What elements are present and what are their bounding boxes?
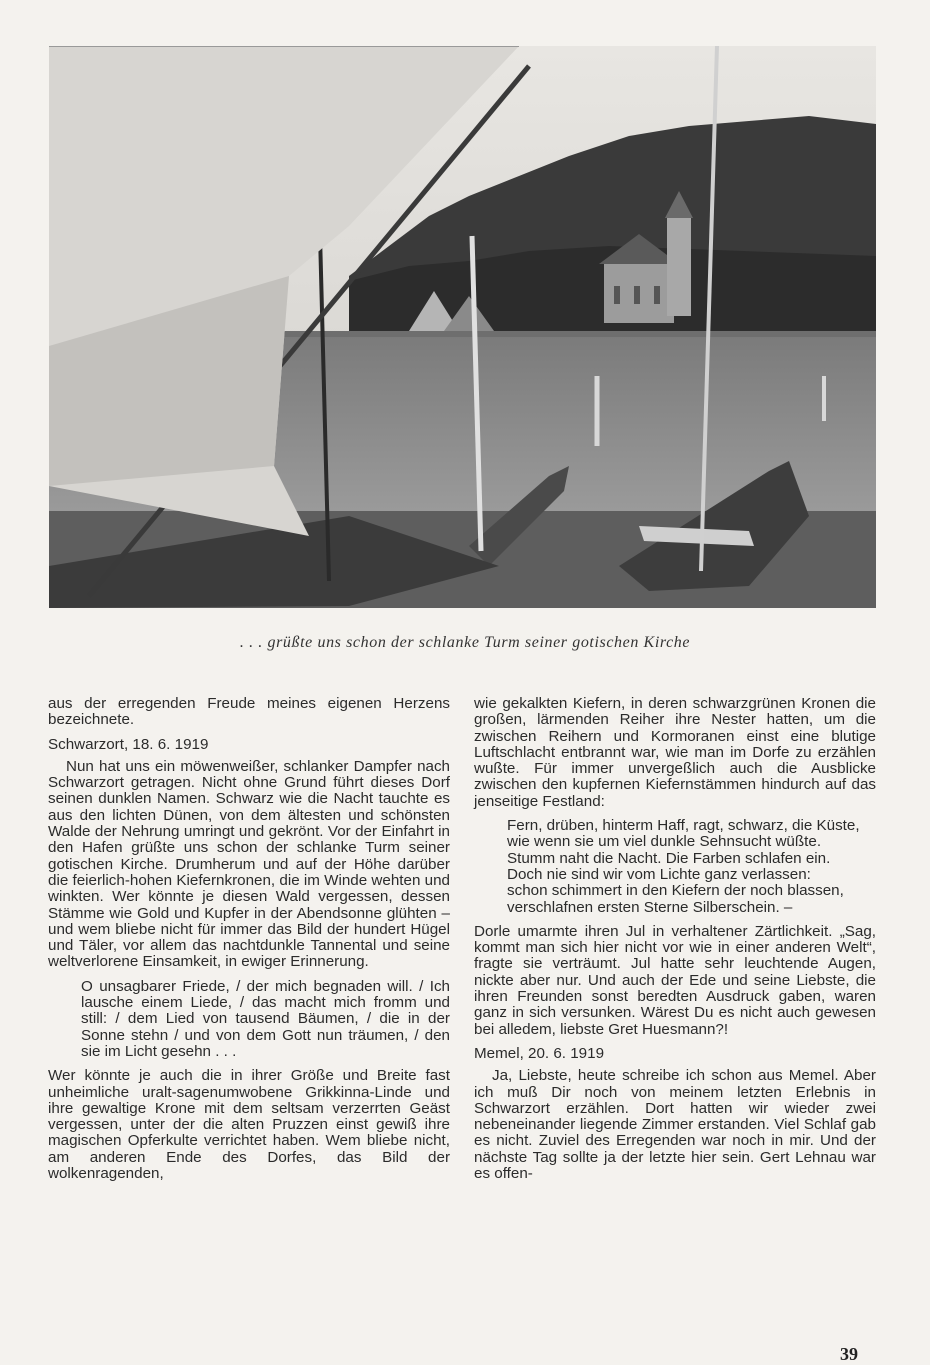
photo-illustration [49,46,876,608]
verse-line: Stumm naht die Nacht. Die Farben schlafen ein. [507,849,831,867]
paragraph: Ja, Liebste, heute schreibe ich schon aus Memel. Aber ich muß Dir noch von meinem letzten Erlebnis in Schwarzort erzählen. Dort hatten wir wieder zwei nebeneinander liegende Zimmer erstanden. Viel Schlaf gab es nicht. Zuviel des Erregenden war noch in mir. Und der nächste Tag sollte ja der letzte hier sein. Gert Lehnau war es offen- [474,1067,876,1183]
photo-sailboats-church [49,46,876,608]
paragraph: Nun hat uns ein möwenweißer, schlanker Dampfer nach Schwarzort getragen. Nicht ohne Grund führt dieses Dorf seinen dunklen Namen. Schwarz wie die Nacht tauchte es aus den lichten Dünen, von dem ältesten und schönsten Walde der Nehrung umringt und gekrönt. Vor der Einfahrt in den Hafen grüßte uns schon der schlanke Turm seiner gotischen Kirche. Drumherum und auf der Höhe darüber die feierlich-hohen Kiefernkronen, die im Winde wehten und winkten. Wer könnte je diesen Wald vergessen, dessen Stämme wie Gold und Kupfer in der Abendsonne glühten – und wem bliebe nicht für immer das Bild der hundert Hügel und Täler, vor allem das nachtdunkle Tannental und seine weltverlorene Einsamkeit, in ewiger Erinnerung. [48,757,450,971]
letter-date: Memel, 20. 6. 1919 [474,1044,605,1062]
verse-line: Doch nie sind wir vom Lichte ganz verlassen: [507,865,811,883]
paragraph: aus der erregenden Freude meines eigenen Herzens bezeichnete. [48,695,450,729]
verse-line: schon schimmert in den Kiefern der noch blassen, [507,882,844,900]
paragraph: Dorle umarmte ihren Jul in verhaltener Zärtlichkeit. „Sag, kommt man sich hier nicht vor wie in einer anderen Welt“, fragte sie verträumt. Jul hatte sehr leuchtende Augen, nickte aber nur. Und auch der Ede und seine Liebste, die ihren Freunden sonst beredten Ausdruck gaben, waren ganz in sich versunken. Wärest Du es nicht auch gewesen bei alledem, liebste Gret Huesmann?! [474,922,876,1038]
page-number: 39 [840,1344,858,1364]
right-column [474,696,876,1190]
photo-caption: . . . grüßte uns schon der schlanke Turm seiner gotischen Kirche [239,634,691,651]
verse-line: Fern, drüben, hinterm Haff, ragt, schwarz, die Küste, [507,817,860,835]
paragraph: wie gekalkten Kiefern, in deren schwarzgrünen Kronen die großen, lärmenden Reiher ihre Nester hatten, um die zwischen Reihern und Kormoranen einst eine blutige Luftschlacht entbrannt war, wie man im Dorfe zu erzählen wußte. Für immer unvergeßlich auch die Ausblicke zwischen den kupfernen Kiefernstämmen hindurch auf das jenseitige Festland: [474,695,876,810]
letter-date: Schwarzort, 18. 6. 1919 [48,735,209,753]
verse-line: wie wenn sie um viel dunkle Sehnsucht wüßte. [507,833,822,851]
poem-block: O unsagbarer Friede, / der mich begnaden will. / Ich lausche einem Liede, / das macht mich fromm und still: / dem Lied von tausend Bäumen, / die in der Sonne stehn / und von dem Gott nun träumen, / den sie im Licht gesehn . . . [81,977,450,1060]
verse-block [474,818,876,916]
verse-line: verschlafnen ersten Sterne Silberschein. – [507,898,793,916]
left-column [48,696,450,1190]
paragraph: Wer könnte je auch die in ihrer Größe und Breite fast unheimliche uralt-sagenumwobene Grikkinna-Linde und ihre gewaltige Krone mit dem seltsam verzerrten Geäst vergessen, unter der die alten Pruzzen einst gewiß ihre magischen Opferkulte verrichtet haben. Wem bliebe nicht, am anderen Ende des Dorfes, das Bild der wolkenragenden, [48,1067,450,1183]
